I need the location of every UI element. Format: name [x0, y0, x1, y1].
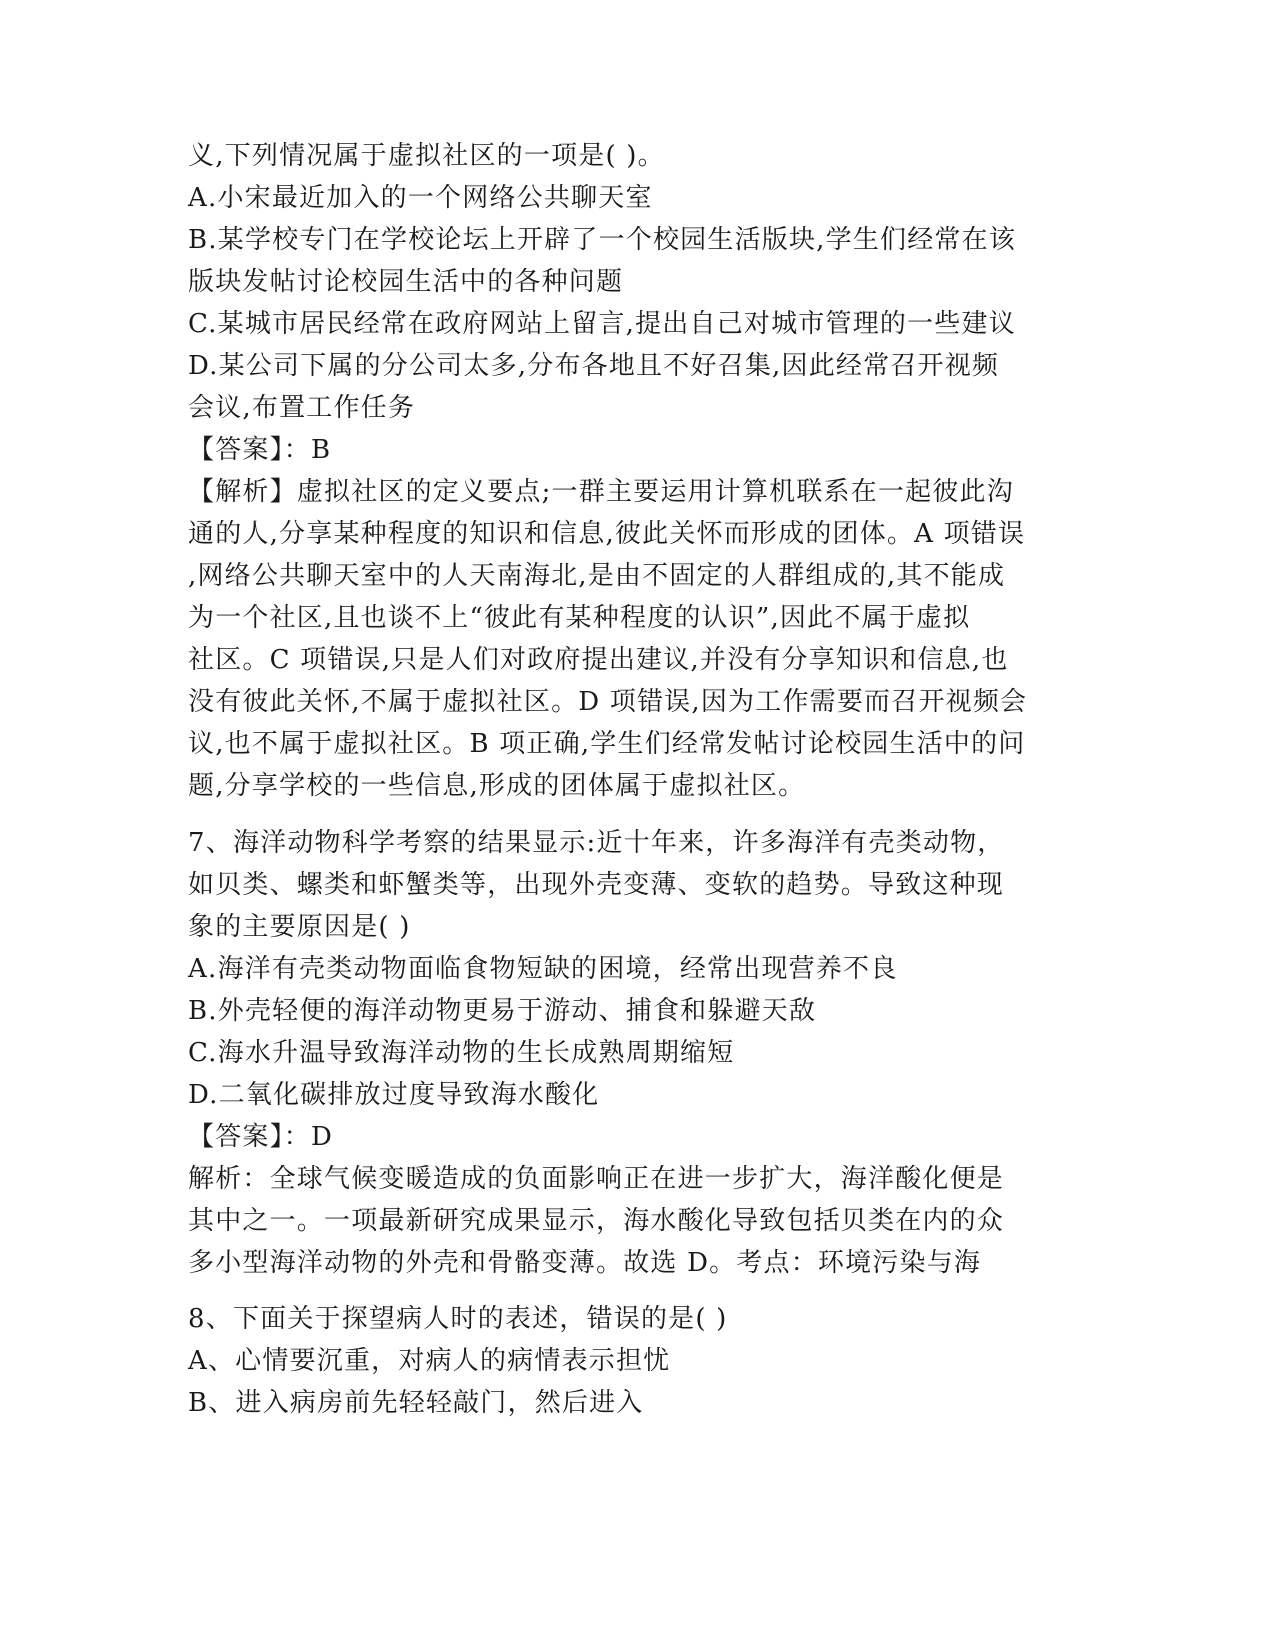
- q8-option-b: B、进入病房前先轻轻敲门，然后进入: [188, 1388, 644, 1418]
- q7-stem-line: 象的主要原因是( ): [188, 912, 411, 942]
- q6-analysis-line: ,网络公共聊天室中的人天南海北,是由不固定的人群组成的,其不能成: [188, 561, 1006, 591]
- q6-analysis-line: 【解析】虚拟社区的定义要点;一群主要运用计算机联系在一起彼此沟: [188, 477, 1014, 507]
- q6-option-a: A.小宋最近加入的一个网络公共聊天室: [188, 183, 653, 213]
- q6-option-d-cont: 会议,布置工作任务: [188, 393, 416, 423]
- q6-analysis-line: 为一个社区,且也谈不上“彼此有某种程度的认识”,因此不属于虚拟: [188, 603, 971, 633]
- q8-option-a: A、心情要沉重，对病人的病情表示担忧: [188, 1346, 671, 1376]
- q7-analysis-line: 其中之一。一项最新研究成果显示，海水酸化导致包括贝类在内的众: [188, 1206, 1005, 1236]
- q8-stem: 8、下面关于探望病人时的表述，错误的是( ): [188, 1304, 728, 1334]
- q6-analysis-line: 议,也不属于虚拟社区。B 项正确,学生们经常发帖讨论校园生活中的问: [188, 729, 1026, 759]
- q6-stem-tail: 义,下列情况属于虚拟社区的一项是( )。: [188, 141, 665, 171]
- q7-answer: 【答案】：D: [188, 1122, 334, 1152]
- q6-analysis-line: 社区。C 项错误,只是人们对政府提出建议,并没有分享知识和信息,也: [188, 645, 1009, 675]
- q6-analysis-line: 没有彼此关怀,不属于虚拟社区。D 项错误,因为工作需要而召开视频会: [188, 687, 1028, 717]
- q6-analysis-line: 通的人,分享某种程度的知识和信息,彼此关怀而形成的团体。A 项错误: [188, 519, 1026, 549]
- q7-stem-line: 7、海洋动物科学考察的结果显示:近十年来，许多海洋有壳类动物，: [188, 828, 1005, 858]
- q6-option-b: B.某学校专门在学校论坛上开辟了一个校园生活版块,学生们经常在该: [188, 225, 1017, 255]
- q7-analysis-line: 多小型海洋动物的外壳和骨骼变薄。故选 D。考点：环境污染与海: [188, 1248, 982, 1278]
- q6-option-d: D.某公司下属的分公司太多,分布各地且不好召集,因此经常召开视频: [188, 351, 1000, 381]
- q6-analysis-line: 题,分享学校的一些信息,形成的团体属于虚拟社区。: [188, 771, 806, 801]
- q7-option-c: C.海水升温导致海洋动物的生长成熟周期缩短: [188, 1038, 735, 1068]
- q6-answer: 【答案】：B: [188, 435, 332, 465]
- q7-option-b: B.外壳轻便的海洋动物更易于游动、捕食和躲避天敌: [188, 996, 817, 1026]
- q6-option-b-cont: 版块发帖讨论校园生活中的各种问题: [188, 267, 624, 297]
- q7-option-d: D.二氧化碳排放过度导致海水酸化: [188, 1080, 600, 1110]
- q6-option-c: C.某城市居民经常在政府网站上留言,提出自己对城市管理的一些建议: [188, 309, 1016, 339]
- q7-analysis-line: 解析：全球气候变暖造成的负面影响正在进一步扩大，海洋酸化便是: [188, 1164, 1005, 1194]
- q7-option-a: A.海洋有壳类动物面临食物短缺的困境，经常出现营养不良: [188, 954, 898, 984]
- q7-stem-line: 如贝类、螺类和虾蟹类等，出现外壳变薄、变软的趋势。导致这种现: [188, 870, 1005, 900]
